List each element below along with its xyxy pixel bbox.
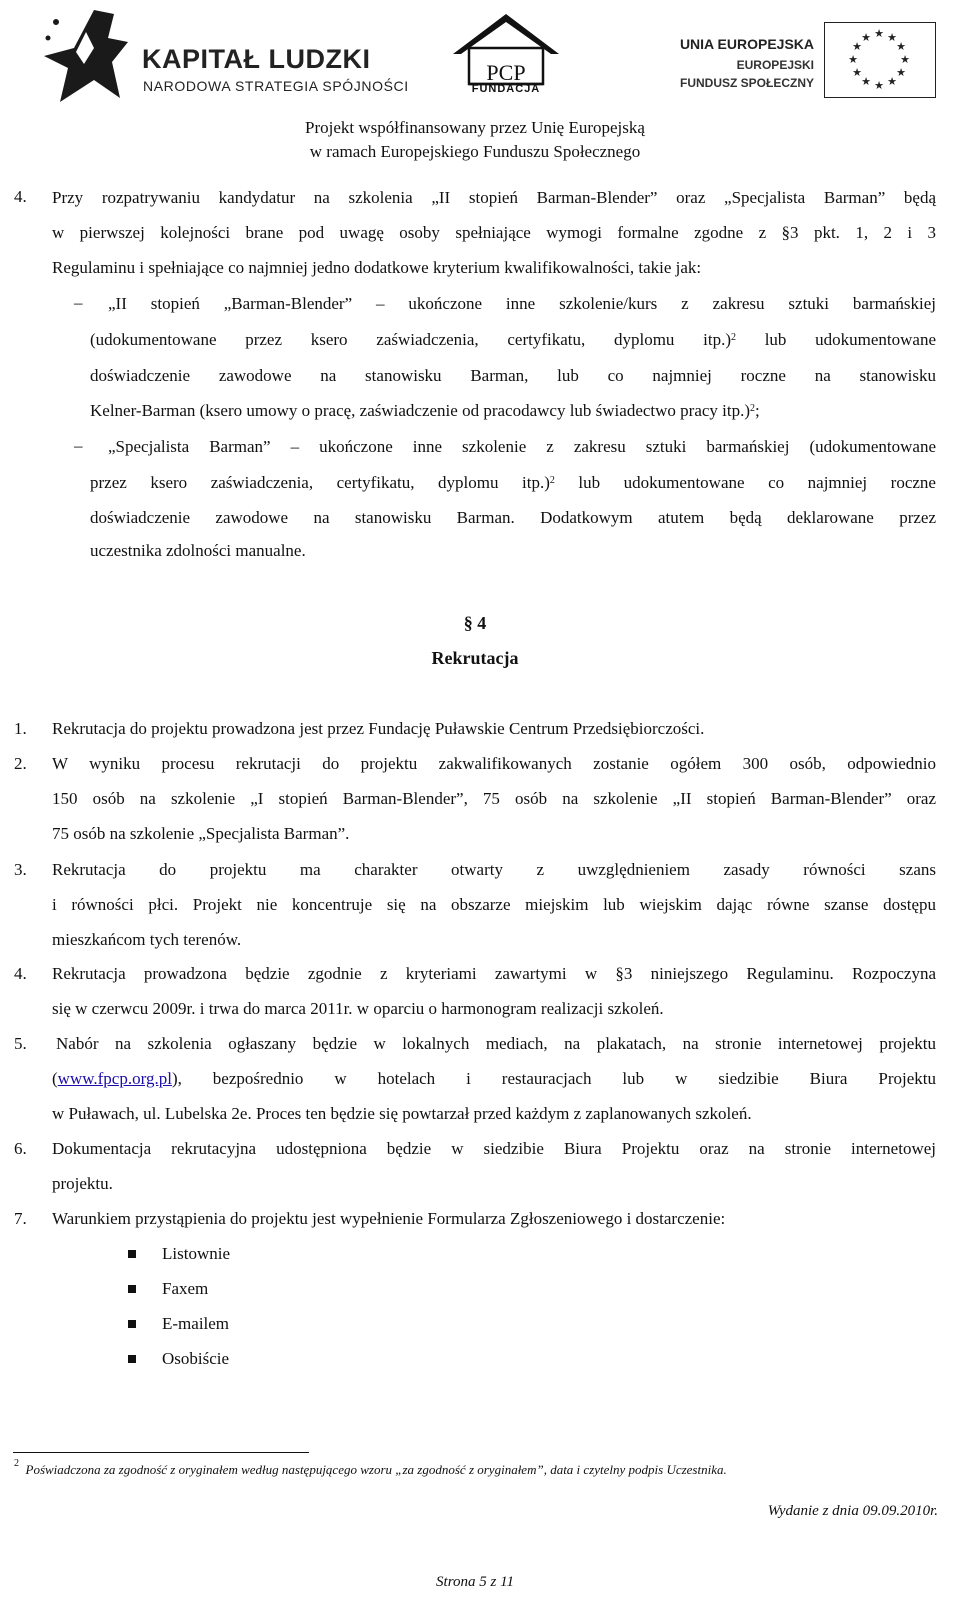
list-number: 3. xyxy=(14,860,27,879)
list-item-2-line3: 75 osób na szkolenie „Specjalista Barman”. xyxy=(52,824,350,843)
svg-text:★: ★ xyxy=(852,66,862,79)
svg-text:★: ★ xyxy=(887,75,897,88)
list-item-6-line1: Dokumentacja rekrutacyjna udostępniona będzie w siedzibie Biura Projektu oraz na stronie internetowej xyxy=(52,1139,936,1158)
footnote-number: 2 xyxy=(14,1458,19,1469)
caption-line-1: Projekt współfinansowany przez Unię Europejską xyxy=(305,118,645,137)
list-item-2-line2: 150 osób na szkolenie „I stopień Barman-Blender”, 75 osób na szkolenie „II stopień Barman-Blender” oraz xyxy=(52,789,936,808)
svg-text:★: ★ xyxy=(896,66,906,79)
caption-line-2: w ramach Europejskiego Funduszu Społecznego xyxy=(309,142,641,161)
list-number: 5. xyxy=(14,1034,27,1053)
list-item-3-line1: Rekrutacja do projektu ma charakter otwarty z uwzględnieniem zasady równości szans xyxy=(52,860,936,879)
method-item: Osobiście xyxy=(162,1349,230,1368)
square-bullet-icon xyxy=(128,1250,136,1258)
square-bullet-icon xyxy=(128,1320,136,1328)
list-item-2-line1: W wyniku procesu rekrutacji do projektu zakwalifikowanych zostanie ogółem 300 osób, odpowiednio xyxy=(52,754,936,773)
list-item-5-line3: w Puławach, ul. Lubelska 2e. Proces ten będzie się powtarzał przed każdym z zaplanowanych szkoleń. xyxy=(52,1104,752,1123)
kapital-ludzki-emblem-icon xyxy=(38,8,134,104)
kapital-ludzki-logo xyxy=(38,8,409,104)
item4-line1: Przy rozpatrywaniu kandydatur na szkolenia „II stopień Barman-Blender” oraz „Specjalista Barman” będą xyxy=(52,188,936,207)
list-item-3-line2: i równości płci. Projekt nie koncentruje się na obszarze miejskim lub wiejskim dając równe szanse dostępu xyxy=(52,895,936,914)
item-number: 4. xyxy=(14,187,27,206)
project-website-link[interactable]: www.fpcp.org.pl xyxy=(57,1069,172,1088)
ue-line3: FUNDUSZ SPOŁECZNY xyxy=(679,76,814,90)
square-bullet-icon xyxy=(128,1355,136,1363)
list-item-1: Rekrutacja do projektu prowadzona jest przez Fundację Puławskie Centrum Przedsiębiorczości. xyxy=(52,719,705,738)
svg-text:★: ★ xyxy=(887,31,897,44)
list-item-3-line3: mieszkańcom tych terenów. xyxy=(52,930,242,949)
ue-line2: EUROPEJSKI xyxy=(736,58,814,72)
svg-text:★: ★ xyxy=(874,27,884,40)
pcp-fundacja-text: FUNDACJA xyxy=(471,83,541,95)
criterion-a-line2: (udokumentowane przez ksero zaświadczenia, certyfikatu, dyplomu itp.)$^2$ lub udokumentowane xyxy=(90,330,936,349)
criterion-a-line1: „II stopień „Barman-Blender” – ukończone inne szkolenie/kurs z zakresu sztuki barmańskiej xyxy=(108,294,936,313)
svg-text:★: ★ xyxy=(852,40,862,53)
list-item-5-line2: (www.fpcp.org.pl), bezpośrednio w hotelach i restauracjach lub w siedzibie Biura Projektu xyxy=(52,1069,936,1088)
square-bullet-icon xyxy=(128,1285,136,1293)
footnote-separator xyxy=(13,1452,309,1453)
svg-text:★: ★ xyxy=(874,79,884,92)
list-item-6-line2: projektu. xyxy=(52,1174,113,1193)
pcp-fundacja-logo xyxy=(447,10,565,102)
method-item: Faxem xyxy=(162,1279,209,1298)
section-title: Rekrutacja xyxy=(431,648,519,668)
method-item: E-mailem xyxy=(162,1314,230,1333)
kapital-ludzki-title: KAPITAŁ LUDZKI xyxy=(142,44,371,74)
list-item-4-line2: się w czerwcu 2009r. i trwa do marca 2011r. w oparciu o harmonogram realizacji szkoleń. xyxy=(52,999,664,1018)
page-number: Strona 5 z 11 xyxy=(436,1574,514,1590)
svg-text:★: ★ xyxy=(896,40,906,53)
dash-marker: – xyxy=(74,436,83,455)
list-number: 1. xyxy=(14,719,27,738)
svg-text:★: ★ xyxy=(848,53,858,66)
criterion-b-line2: przez ksero zaświadczenia, certyfikatu, dyplomu itp.)$^2$ lub udokumentowane co najmniej roczne xyxy=(90,473,936,492)
edition-date: Wydanie z dnia 09.09.2010r. xyxy=(767,1503,938,1519)
criterion-b-line4: uczestnika zdolności manualne. xyxy=(90,541,306,560)
list-number: 4. xyxy=(14,964,27,983)
method-item: Listownie xyxy=(162,1244,230,1263)
section-symbol: § 4 xyxy=(463,613,487,633)
document-header xyxy=(0,0,960,170)
svg-text:★: ★ xyxy=(861,75,871,88)
eu-flag-icon xyxy=(824,22,936,98)
kapital-ludzki-subtitle: NARODOWA STRATEGIA SPÓJNOŚCI xyxy=(143,78,409,94)
item4-line3: Regulaminu i spełniające co najmniej jedno dodatkowe kryterium kwalifikowalności, takie jak: xyxy=(52,258,702,277)
dash-marker: – xyxy=(74,293,83,312)
criterion-a-line4: Kelner-Barman (ksero umowy o pracę, zaświadczenie od pracodawcy lub świadectwo pracy itp.)$^2$; xyxy=(90,401,760,420)
pcp-logo-text: PCP xyxy=(486,60,526,85)
criterion-b-line3: doświadczenie zawodowe na stanowisku Barman. Dodatkowym atutem będą deklarowane przez xyxy=(90,508,936,527)
ue-title: UNIA EUROPEJSKA xyxy=(679,36,814,52)
unia-europejska-logo xyxy=(668,22,938,102)
cofinancing-caption xyxy=(0,116,950,164)
footnote xyxy=(14,1458,727,1478)
criterion-b-line1: „Specjalista Barman” – ukończone inne szkolenie z zakresu sztuki barmańskiej (udokumentowane xyxy=(108,437,936,456)
list-number: 2. xyxy=(14,754,27,773)
footnote-text: Poświadczona za zgodność z oryginałem według następującego wzoru „za zgodność z oryginałem”, data i czytelny podpis Uczestnika. xyxy=(25,1462,727,1477)
list-item-5-line1: Nabór na szkolenia ogłaszany będzie w lokalnych mediach, na plakatach, na stronie internetowej projektu xyxy=(56,1034,936,1053)
list-number: 6. xyxy=(14,1139,27,1158)
svg-text:★: ★ xyxy=(900,53,910,66)
criterion-a-line3: doświadczenie zawodowe na stanowisku Barman, lub co najmniej roczne na stanowisku xyxy=(90,366,936,385)
list-number: 7. xyxy=(14,1209,27,1228)
list-item-7: Warunkiem przystąpienia do projektu jest wypełnienie Formularza Zgłoszeniowego i dostarczenie: xyxy=(52,1209,726,1228)
list-item-4-line1: Rekrutacja prowadzona będzie zgodnie z kryteriami zawartymi w §3 niniejszego Regulaminu. Rozpoczyna xyxy=(52,964,936,983)
svg-text:★: ★ xyxy=(861,31,871,44)
item4-line2: w pierwszej kolejności brane pod uwagę osoby spełniające wymogi formalne zgodne z §3 pkt. 1, 2 i 3 xyxy=(52,223,936,242)
